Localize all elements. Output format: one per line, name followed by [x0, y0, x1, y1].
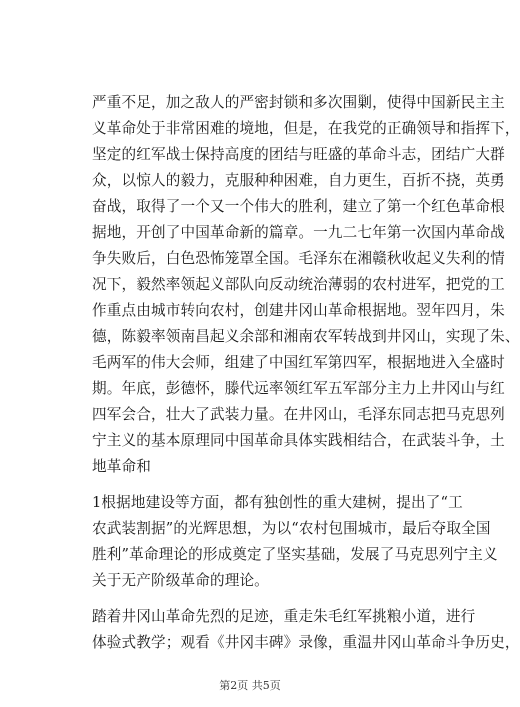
paragraph-gap: [92, 594, 414, 604]
paragraph-3: [92, 604, 520, 656]
page-footer: [0, 677, 500, 693]
text-line: 踏着井冈山革命先烈的足迹，重走朱毛红军挑粮小道，进行: [92, 608, 476, 625]
text-line: 坚定的红军战士保持高度的团结与旺盛的革命斗志，团结广大群: [92, 146, 505, 163]
text-line: 四军会合，壮大了武装力量。在井冈山，毛泽东同志把马克思列: [92, 406, 505, 423]
text-line: 作重点由城市转向农村，创建井冈山革命根据地。翌年四月，朱: [92, 302, 505, 319]
text-line: 争失败后，白色恐怖笼罩全国。毛泽东在湘赣秋收起义失利的情: [92, 250, 505, 267]
text-line: 关于无产阶级革命的理论。: [92, 572, 269, 589]
text-line: 严重不足，加之敌人的严密封锁和多次围剿，使得中国新民主主: [92, 94, 505, 111]
text-line: 奋战，取得了一个又一个伟大的胜利，建立了第一个红色革命根: [92, 198, 505, 215]
page-number-label: 第2页 共5页: [219, 679, 281, 692]
body-text: [92, 90, 520, 656]
text-line: 义革命处于非常困难的境地，但是，在我党的正确领导和指挥下，: [92, 120, 520, 137]
text-line: 胜利”革命理论的形成奠定了坚实基础，发展了马克思列宁主义: [92, 546, 498, 563]
text-line: 地革命和: [92, 458, 151, 475]
text-line: 体验式教学；观看《井冈丰碑》录像，重温井冈山革命斗争历史，: [92, 634, 520, 651]
text-line: 据地，开创了中国革命新的篇章。一九二七年第一次国内革命战: [92, 224, 505, 241]
paragraph-1: [92, 90, 520, 480]
text-line: 1根据地建设等方面，都有独创性的重大建树，提出了“工: [92, 494, 463, 511]
paragraph-gap: [92, 480, 414, 490]
text-line: 况下，毅然率领起义部队向反动统治薄弱的农村进军，把党的工: [92, 276, 505, 293]
text-line: 期。年底，彭德怀，滕代远率领红军五军部分主力上井冈山与红: [92, 380, 505, 397]
text-line: 宁主义的基本原理同中国革命具体实践相结合，在武装斗争，土: [92, 432, 505, 449]
text-line: 毛两军的伟大会师，组建了中国红军第四军，根据地进入全盛时: [92, 354, 505, 371]
text-line: 德，陈毅率领南昌起义余部和湘南农军转战到井冈山，实现了朱、: [92, 328, 520, 345]
paragraph-2: [92, 490, 498, 594]
text-line: 众，以惊人的毅力，克服种种困难，自力更生，百折不挠，英勇: [92, 172, 505, 189]
text-line: 农武装割据”的光辉思想，为以“农村包围城市，最后夺取全国: [92, 520, 491, 537]
